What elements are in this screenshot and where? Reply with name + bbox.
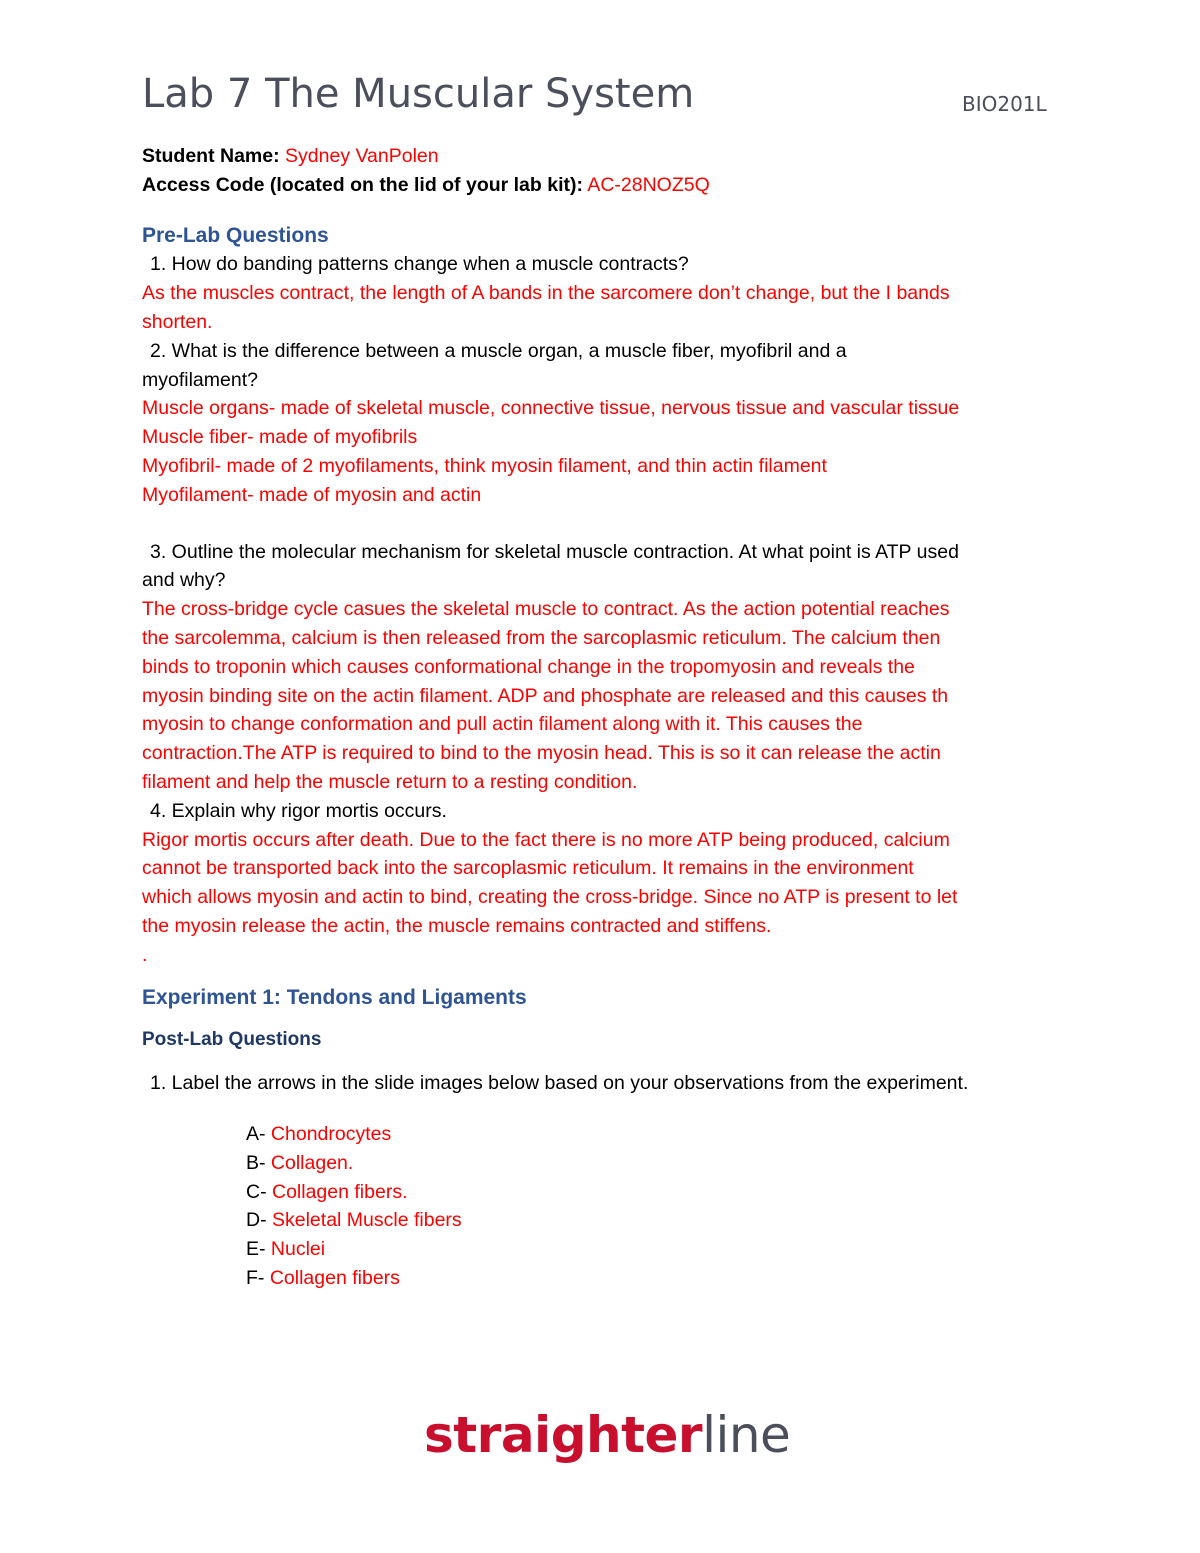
label-answer: Nuclei	[270, 1238, 326, 1261]
label-answer: Collagen.	[270, 1151, 354, 1174]
prelab-answer-4-line: which allows myosin and actin to bind, creating the cross-bridge. Since no ATP is present to let	[142, 886, 958, 909]
label-item-e	[246, 1235, 1062, 1264]
student-name-line	[142, 142, 1062, 171]
label-letter: C-	[246, 1180, 267, 1203]
prelab-heading: Pre-Lab Questions	[142, 223, 329, 247]
logo-light-text: line	[702, 1406, 791, 1464]
prelab-answer-2-line: Myofilament- made of myosin and actin	[142, 483, 482, 506]
postlab-question-1: 1. Label the arrows in the slide images below based on your observations from the experiment.	[150, 1072, 969, 1095]
access-code-label: Access Code (located on the lid of your lab kit):	[142, 173, 583, 196]
label-answer: Chondrocytes	[270, 1122, 392, 1145]
label-item-b	[246, 1149, 1062, 1178]
prelab-question-1: 1. How do banding patterns change when a muscle contracts?	[150, 253, 689, 276]
experiment-1-heading: Experiment 1: Tendons and Ligaments	[142, 985, 527, 1009]
access-code-line	[142, 171, 1062, 200]
prelab-question-2-line: myofilament?	[142, 368, 258, 391]
prelab-answer-3-line: myosin binding site on the actin filament. ADP and phosphate are released and this causes th	[142, 684, 949, 707]
student-name-value: Sydney VanPolen	[285, 145, 439, 167]
course-code: BIO201L	[962, 92, 1047, 116]
label-letter: D-	[246, 1209, 267, 1232]
label-item-a	[246, 1120, 1062, 1149]
prelab-answer-1-line: As the muscles contract, the length of A bands in the sarcomere don’t change, but the I bands	[142, 282, 950, 305]
prelab-answer-3-line: binds to troponin which causes conformational change in the tropomyosin and reveals the	[142, 655, 915, 678]
prelab-question-2-line: 2. What is the difference between a muscle organ, a muscle fiber, myofibril and a	[150, 339, 847, 362]
label-answer: Collagen fibers	[269, 1266, 400, 1289]
logo-bold-text: straighter	[424, 1406, 703, 1464]
prelab-answer-4-line: the myosin release the actin, the muscle remains contracted and stiffens.	[142, 914, 772, 937]
label-item-c	[246, 1178, 1062, 1207]
postlab-heading: Post-Lab Questions	[142, 1029, 322, 1051]
straighterline-logo	[424, 1408, 790, 1463]
document-body	[142, 142, 1062, 1293]
prelab-answer-3-line: filament and help the muscle return to a resting condition.	[142, 770, 638, 793]
prelab-answer-2-line: Myofibril- made of 2 myofilaments, think myosin filament, and thin actin filament	[142, 454, 827, 477]
prelab-answer-3-line: The cross-bridge cycle casues the skeletal muscle to contract. As the action potential reaches	[142, 598, 950, 621]
document-title: Lab 7 The Muscular System	[142, 71, 695, 117]
label-letter: A-	[246, 1122, 266, 1145]
access-code-value: AC-28NOZ5Q	[587, 173, 710, 196]
prelab-answer-4-line: Rigor mortis occurs after death. Due to the fact there is no more ATP being produced, calcium	[142, 828, 950, 851]
prelab-answer-4-line: .	[142, 943, 148, 966]
prelab-answer-3-line: contraction.The ATP is required to bind to the myosin head. This is so it can release the actin	[142, 742, 941, 765]
prelab-answer-2-line: Muscle organs- made of skeletal muscle, connective tissue, nervous tissue and vascular tissue	[142, 397, 960, 420]
prelab-answer-2-line: Muscle fiber- made of myofibrils	[142, 426, 418, 449]
label-answer-list	[142, 1120, 1062, 1293]
prelab-answer-1-line: shorten.	[142, 310, 213, 333]
label-letter: B-	[246, 1151, 266, 1174]
prelab-question-4: 4. Explain why rigor mortis occurs.	[150, 799, 447, 822]
label-answer: Skeletal Muscle fibers	[272, 1209, 462, 1232]
prelab-answer-3-line: myosin to change conformation and pull actin filament along with it. This causes the	[142, 713, 863, 736]
student-name-label: Student Name:	[142, 145, 280, 167]
label-letter: E-	[246, 1238, 266, 1261]
prelab-question-3-line: and why?	[142, 569, 226, 592]
label-item-f	[246, 1264, 1062, 1293]
label-letter: F-	[246, 1266, 265, 1289]
prelab-question-3-line: 3. Outline the molecular mechanism for skeletal muscle contraction. At what point is ATP used	[150, 540, 959, 563]
label-item-d	[246, 1206, 1062, 1235]
label-answer: Collagen fibers.	[272, 1180, 408, 1203]
prelab-answer-3-line: the sarcolemma, calcium is then released from the sarcoplasmic reticulum. The calcium then	[142, 626, 941, 649]
prelab-answer-4-line: cannot be transported back into the sarcoplasmic reticulum. It remains in the environment	[142, 857, 914, 880]
